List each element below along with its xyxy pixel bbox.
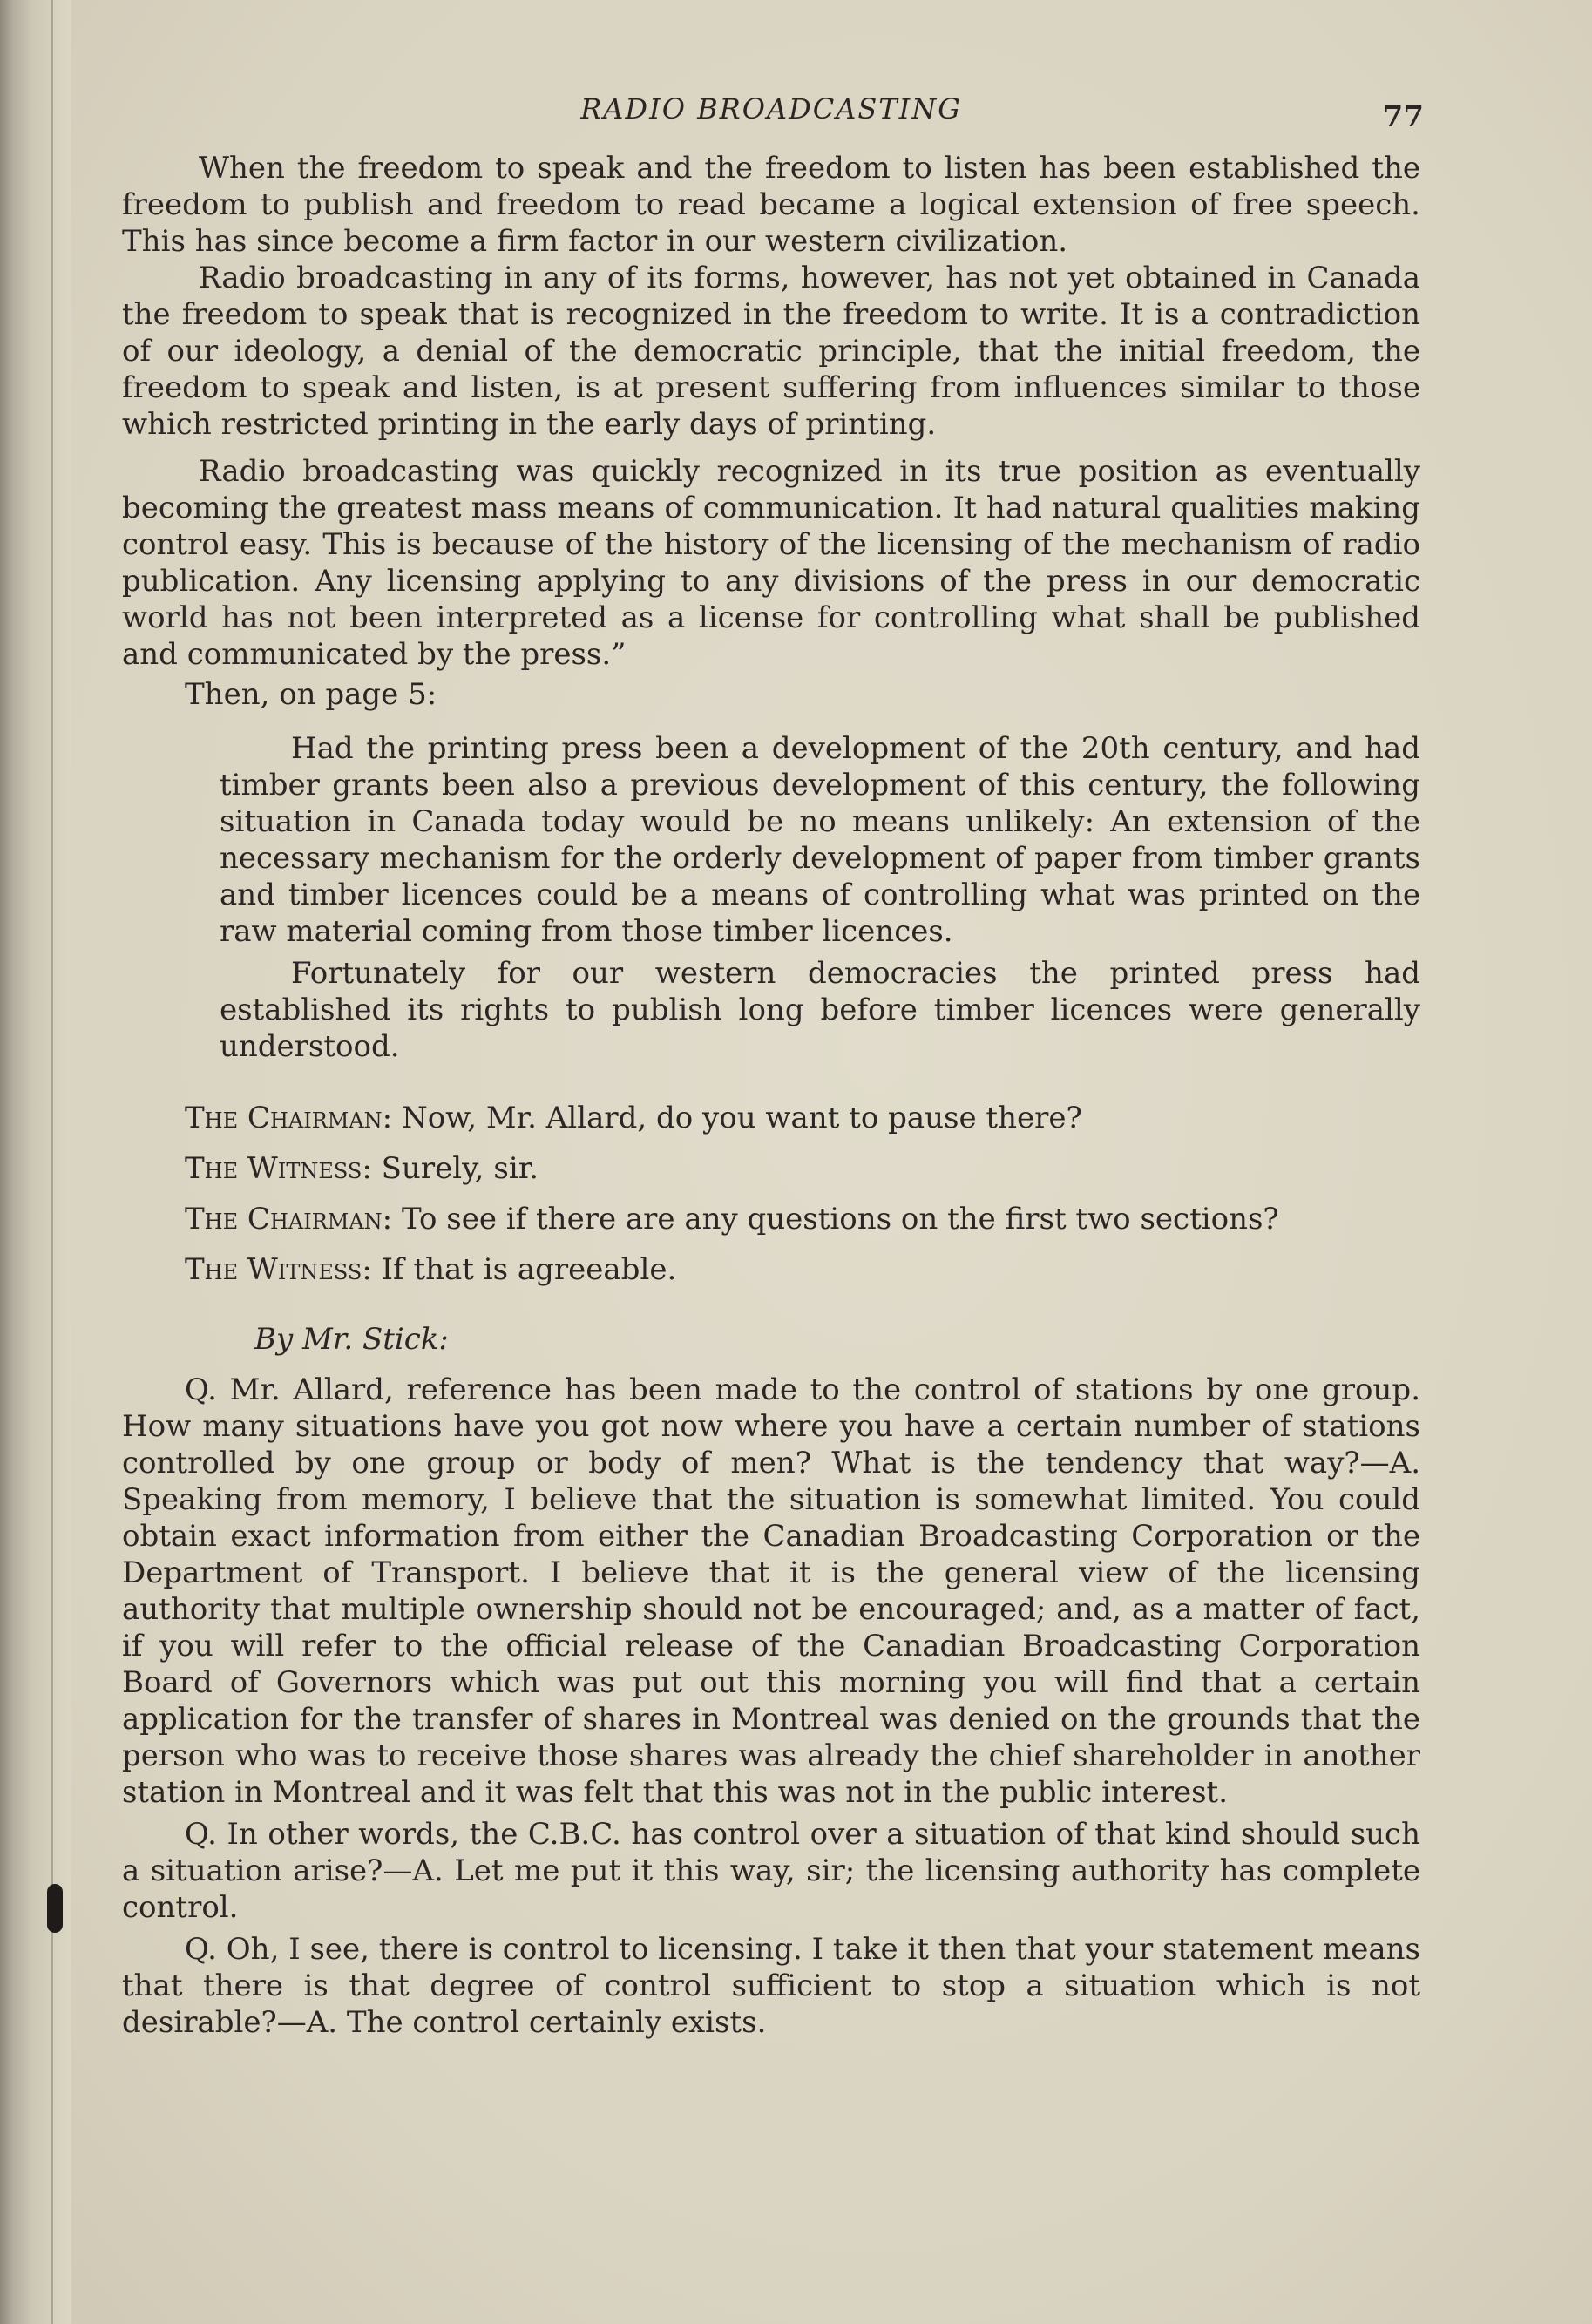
dialogue-line-1 (122, 1100, 1420, 1136)
speaker-label: The Witness: (185, 1252, 372, 1287)
examiner-byline: By Mr. Stick: (254, 1322, 449, 1357)
paragraph-2: Radio broadcasting in any of its forms, however, has not yet obtained in Canada the freedom to speak that is recognized in the freedom to write. It is a contradiction of our ideology, a denial of the democratic principle, that the initial freedom, the freedom to speak and listen, is at present suffering from influences similar to those which restricted printing in the early days of printing. (122, 261, 1420, 442)
page-header (122, 87, 1424, 150)
dialogue-text: If that is agreeable. (381, 1252, 677, 1287)
qa-paragraph-3: Q. Oh, I see, there is control to licensing. I take it then that your statement means that there is that degree of control sufficient to stop a situation which is not desirable?—A. The control certainly exists. (122, 1932, 1420, 2040)
page-number: 77 (1382, 99, 1424, 134)
quoted-paragraph-1: Had the printing press been a development of the 20th century, and had timber grants been also a previous development of this century, the following situation in Canada today would be no means unlikely: An extension of the necessary mechanism for the orderly development of paper from timber grants and timber licences could be a means of controlling what was printed on the raw material coming from those timber licences. (220, 731, 1420, 949)
dialogue-line-3 (122, 1201, 1420, 1237)
spacer (122, 1070, 1420, 1100)
lead-in-text: Then, on page 5: (185, 677, 437, 712)
running-head: RADIO BROADCASTING (580, 92, 962, 125)
binding-fold-line (51, 0, 53, 2324)
paragraph-3: Radio broadcasting was quickly recognized in its true position as eventually becoming the greatest mass means of communication. It had natural qualities making control easy. This is because of the history of the licensing of the mechanism of radio publication. Any licensing applying to any divisions of the press in our democratic world has not been interpreted as a license for controlling what shall be published and communicated by the press.” (122, 454, 1420, 672)
quoted-paragraph-2: Fortunately for our western democracies the printed press had established its rights to publish long before timber licences were generally understood. (220, 956, 1420, 1064)
dialogue-text: Now, Mr. Allard, do you want to pause there? (401, 1101, 1082, 1135)
qa-paragraph-2: Q. In other words, the C.B.C. has control over a situation of that kind should such a situation arise?—A. Let me put it this way, sir; the licensing authority has complete control. (122, 1817, 1420, 1925)
dialogue-line-2 (122, 1150, 1420, 1187)
dialogue-line-4 (122, 1251, 1420, 1288)
speaker-label: The Witness: (185, 1151, 372, 1186)
qa-paragraph-1: Q. Mr. Allard, reference has been made to the control of stations by one group. How many situations have you got now where you have a certain number of stations controlled by one group or body of men? What is the tendency that way?—A. Speaking from memory, I believe that the situation is somewhat limited. You could obtain exact information from either the Canadian Broadcasting Corporation or the Department of Transport. I believe that it is the general view of the licensing authority that multiple ownership should not be encouraged; and, as a matter of fact, if you will refer to the official release of the Canadian Broadcasting Corporation Board of Governors which was put out this morning you will find that a certain application for the transfer of shares in Montreal was denied on the grounds that the person who was to receive those shares was already the chief shareholder in another station in Montreal and it was felt that this was not in the public interest. (122, 1372, 1420, 1810)
speaker-label: The Chairman: (185, 1202, 393, 1237)
speaker-label: The Chairman: (185, 1101, 393, 1135)
binding-dark-mark (47, 1884, 63, 1933)
paragraph-1: When the freedom to speak and the freedom to listen has been established the freedom to publish and freedom to read became a logical extension of free speech. This has since become a firm factor in our western civilization. (122, 151, 1420, 259)
page-content (122, 87, 1424, 2046)
book-binding-edge (0, 0, 71, 2324)
dialogue-text: Surely, sir. (381, 1151, 539, 1186)
dialogue-text: To see if there are any questions on the first two sections? (401, 1202, 1279, 1237)
